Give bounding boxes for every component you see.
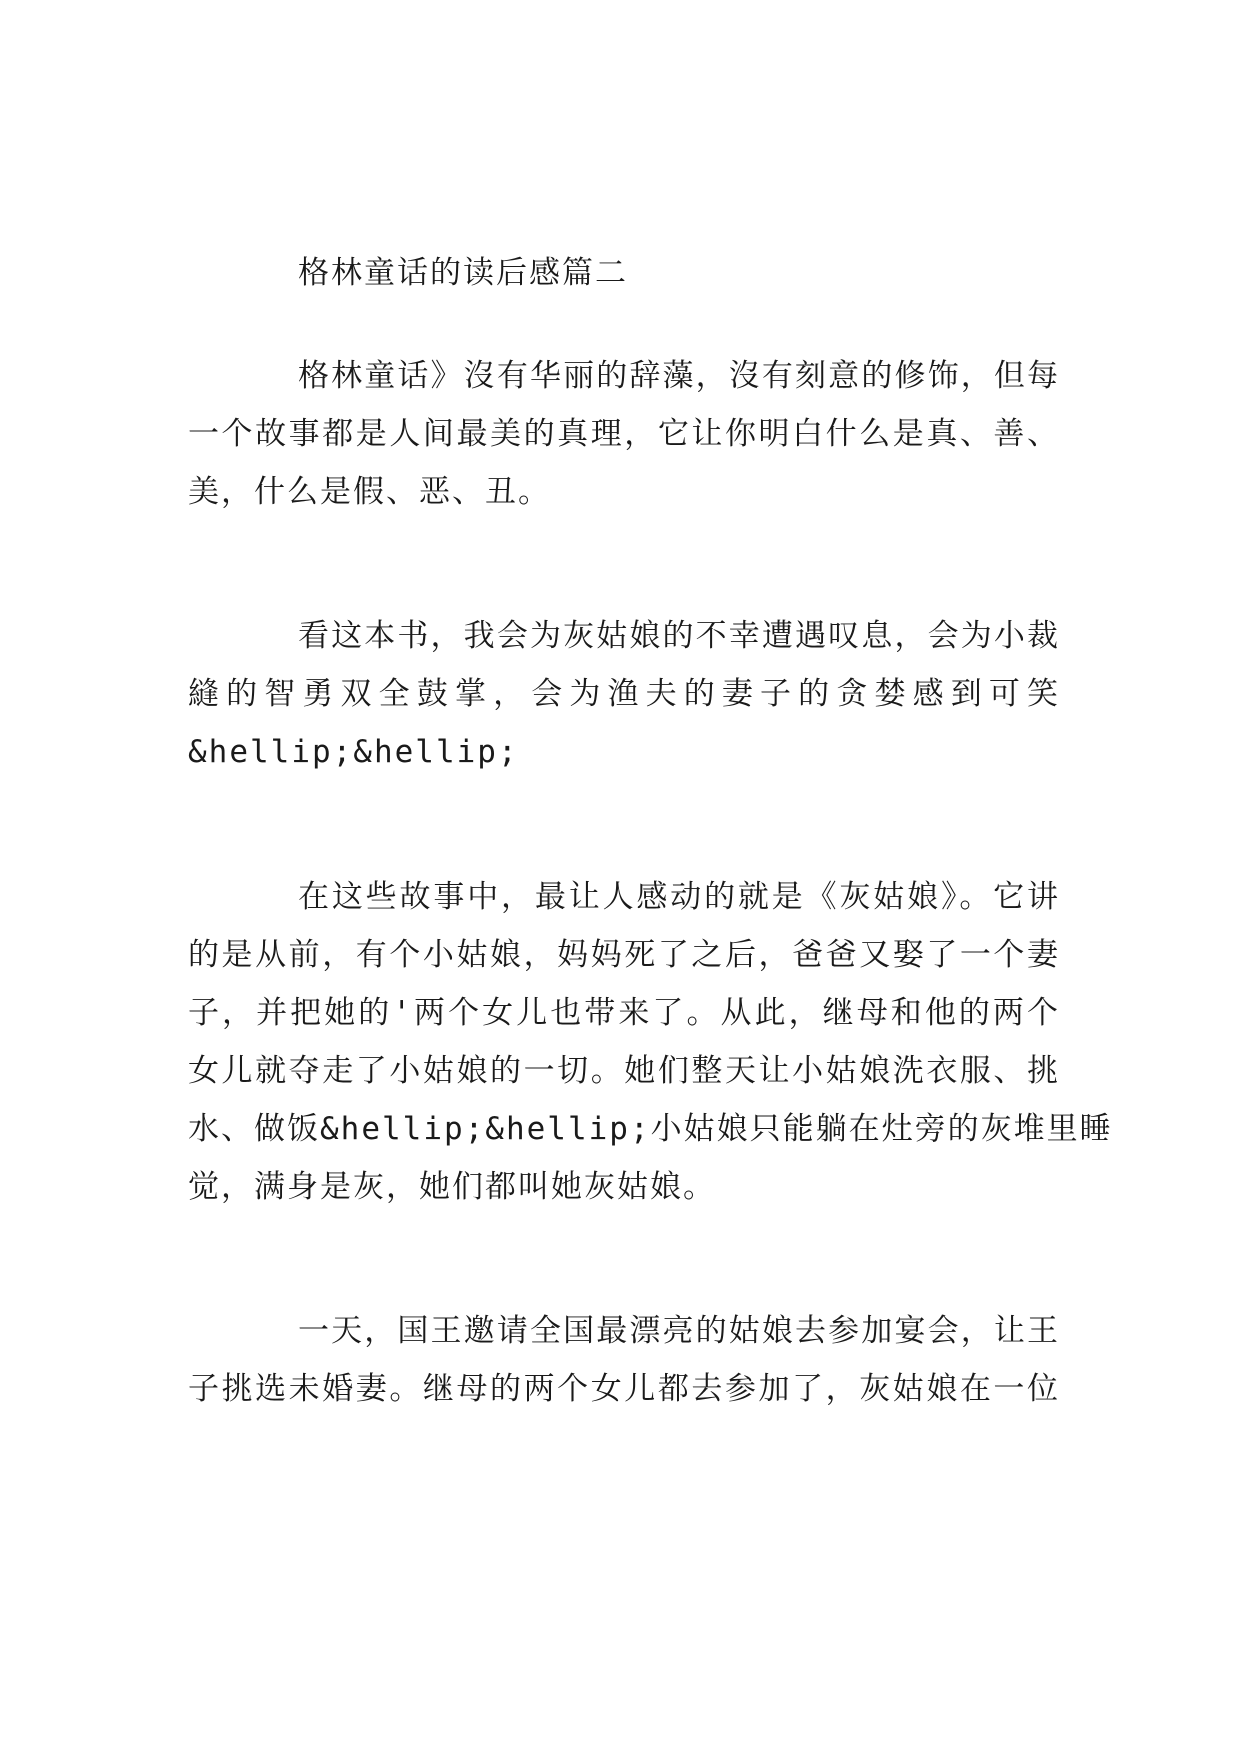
paragraph-line: 縫的智勇双全鼓掌，会为渔夫的妻子的贪婪感到可笑 xyxy=(188,676,1060,712)
paragraph-line: 看这本书，我会为灰姑娘的不幸遭遇叹息，会为小裁 xyxy=(298,618,1060,654)
paragraph-line: &hellip;&hellip; xyxy=(188,734,519,770)
paragraph-line: 水、做饭&hellip;&hellip;小姑娘只能躺在灶旁的灰堆里睡 xyxy=(188,1111,1113,1147)
paragraph-line: 的是从前，有个小姑娘，妈妈死了之后，爸爸又娶了一个妻 xyxy=(188,937,1060,973)
paragraph-line: 在这些故事中，最让人感动的就是《灰姑娘》。它讲 xyxy=(298,879,1060,915)
paragraph-line: 女儿就夺走了小姑娘的一切。她们整天让小姑娘洗衣服、挑 xyxy=(188,1053,1060,1089)
paragraph-line: 一天，国王邀请全国最漂亮的姑娘去参加宴会，让王 xyxy=(298,1313,1060,1349)
paragraph-line: 一个故事都是人间最美的真理，它让你明白什么是真、善、 xyxy=(188,416,1060,452)
paragraph-line: 觉，满身是灰，她们都叫她灰姑娘。 xyxy=(188,1169,716,1205)
document-title: 格林童话的读后感篇二 xyxy=(298,255,628,291)
paragraph-line: 子挑选未婚妻。继母的两个女儿都去参加了，灰姑娘在一位 xyxy=(188,1371,1060,1407)
paragraph-line: 美，什么是假、恶、丑。 xyxy=(188,474,551,510)
paragraph-line: 子，并把她的'两个女儿也带来了。从此，继母和他的两个 xyxy=(188,995,1060,1031)
paragraph-line: 格林童话》沒有华丽的辞藻，沒有刻意的修饰，但每 xyxy=(298,358,1060,394)
